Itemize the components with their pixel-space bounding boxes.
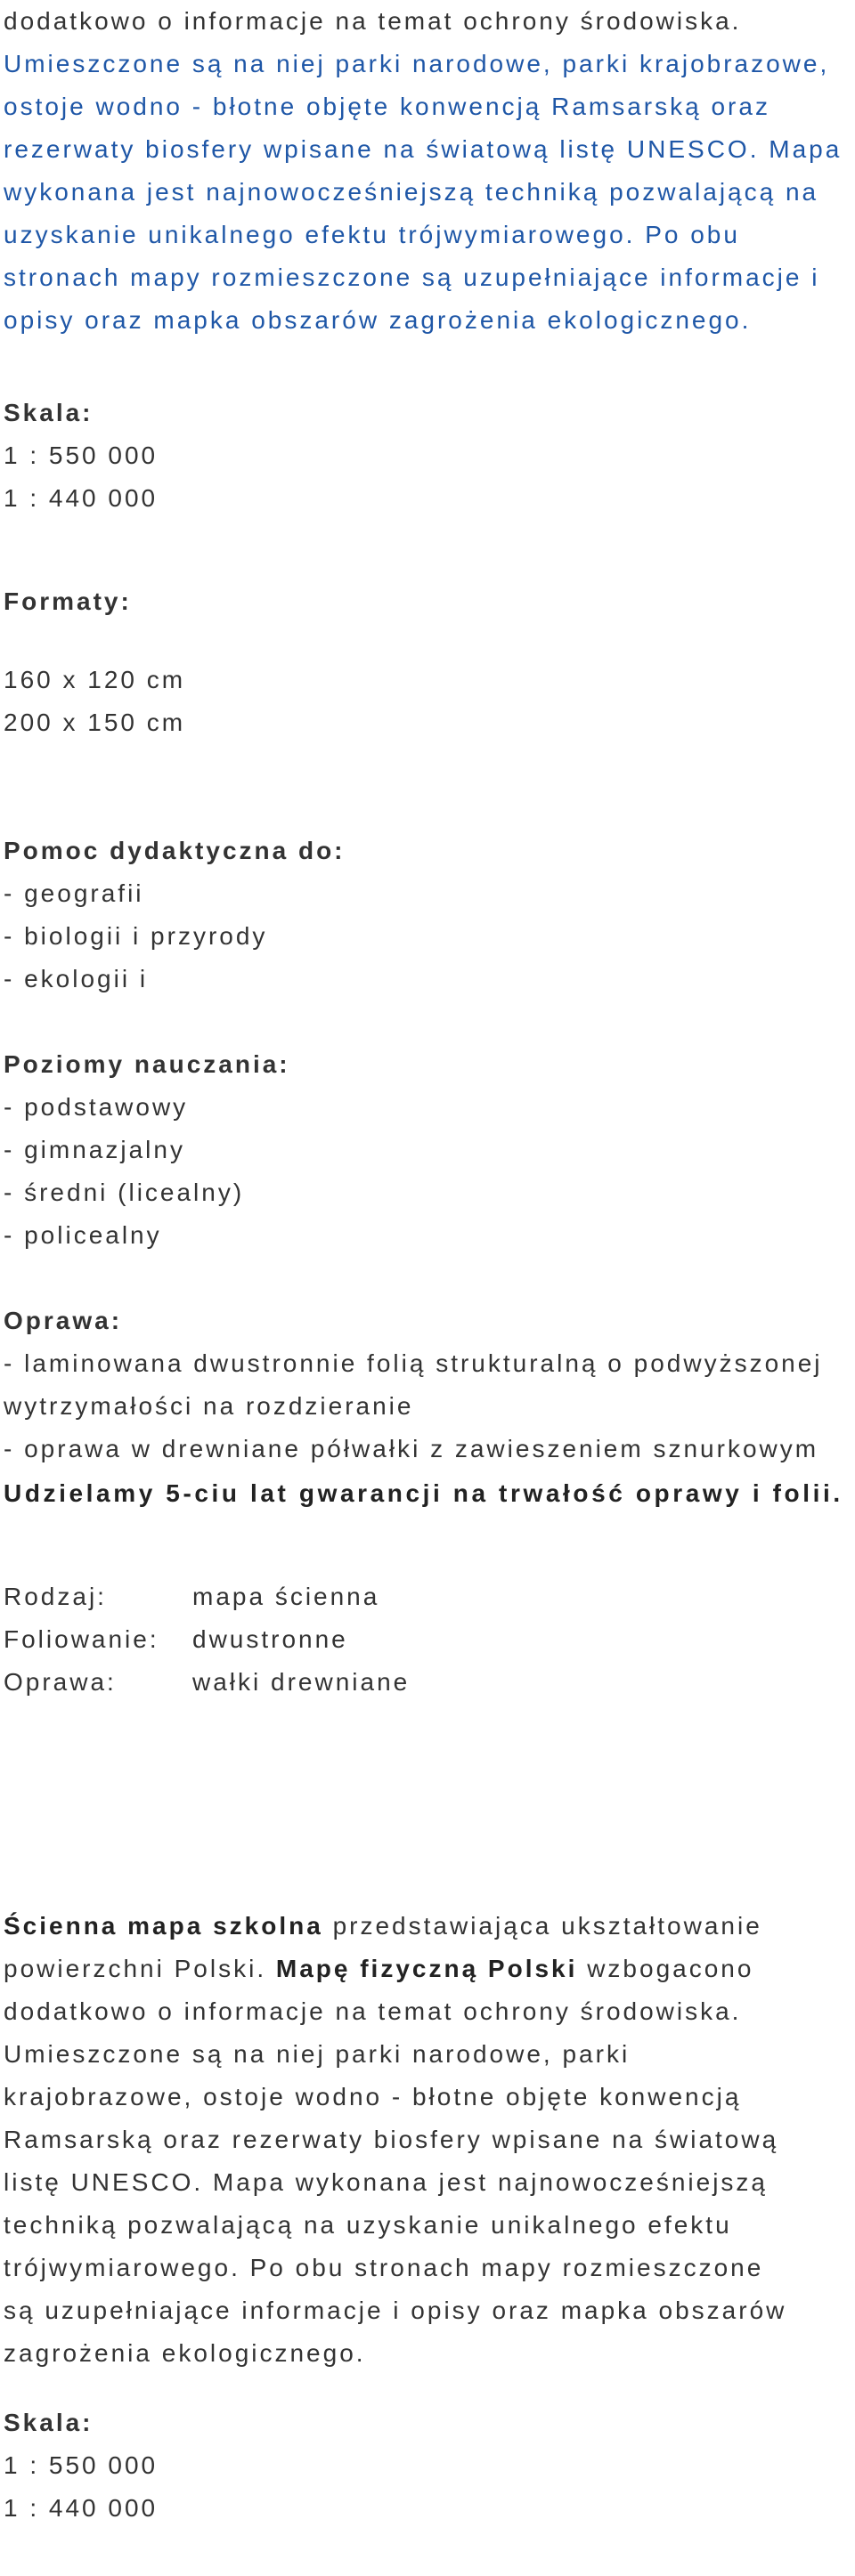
scale-section-2	[4, 2402, 848, 2530]
scale-heading: Skala:	[4, 2409, 94, 2436]
description-bold-phrase: Ścienna mapa szkolna	[4, 1912, 323, 1940]
intro-line: dodatkowo o informacje na temat ochrony środowiska.	[4, 7, 742, 35]
description-line: listę UNESCO. Mapa wykonana jest najnowocześniejszą	[4, 2168, 768, 2196]
guarantee-text: Udzielamy 5-ciu lat gwarancji na trwałość oprawy i folii.	[4, 1479, 843, 1507]
description-paragraph	[4, 1905, 848, 2375]
description-text-part: przedstawiająca ukształtowanie	[322, 1912, 762, 1940]
format-value: 200 x 150 cm	[4, 709, 186, 736]
scale-section	[4, 392, 848, 520]
teaching-aid-section	[4, 830, 848, 1000]
property-value: wałki drewniane	[192, 1668, 411, 1696]
teaching-aid-item: - biologii i przyrody	[4, 922, 268, 950]
scale-value: 1 : 550 000	[4, 2451, 159, 2479]
scale-heading: Skala:	[4, 399, 94, 426]
intro-paragraph	[4, 0, 848, 342]
teaching-aid-heading: Pomoc dydaktyczna do:	[4, 837, 346, 864]
property-row	[4, 1576, 410, 1618]
description-line	[4, 1905, 848, 1948]
binding-heading: Oprawa:	[4, 1307, 123, 1334]
property-row	[4, 1661, 410, 1704]
intro-line: wykonana jest najnowocześniejszą techniką pozwalającą na	[4, 178, 819, 206]
education-levels-heading: Poziomy nauczania:	[4, 1050, 290, 1078]
description-text-part: powierzchni Polski.	[4, 1955, 276, 1982]
description-line	[4, 1948, 848, 1990]
description-line: techniką pozwalającą na uzyskanie unikalnego efektu	[4, 2211, 732, 2239]
education-level-item: - policealny	[4, 1221, 162, 1249]
formats-list	[4, 659, 848, 744]
binding-item: - oprawa w drewniane półwałki z zawieszeniem sznurkowym	[4, 1435, 819, 1462]
description-line: Umieszczone są na niej parki narodowe, parki	[4, 2040, 631, 2068]
teaching-aid-item: - geografii	[4, 879, 144, 907]
intro-line: stronach mapy rozmieszczone są uzupełniające informacje i	[4, 263, 820, 291]
description-line: dodatkowo o informacje na temat ochrony środowiska.	[4, 1997, 742, 2025]
properties-table	[4, 1576, 848, 1704]
intro-text-part: Mapa	[769, 135, 843, 163]
intro-line: Umieszczone są na niej parki narodowe, parki krajobrazowe,	[4, 50, 830, 77]
format-value: 160 x 120 cm	[4, 666, 186, 693]
guarantee-note	[4, 1472, 855, 1515]
education-level-item: - średni (licealny)	[4, 1179, 245, 1206]
property-value: mapa ścienna	[192, 1583, 380, 1610]
description-line: Ramsarską oraz rezerwaty biosfery wpisane na światową	[4, 2126, 779, 2153]
property-key: Foliowanie:	[4, 1625, 159, 1653]
teaching-aid-item: - ekologii i	[4, 965, 149, 992]
intro-text-part: uzyskanie unikalnego efektu trójwymiarowego.	[4, 221, 636, 248]
property-row	[4, 1618, 410, 1661]
intro-line	[4, 128, 848, 171]
formats-heading: Formaty:	[4, 587, 132, 615]
scale-value: 1 : 440 000	[4, 2494, 159, 2522]
intro-text-part: Po obu	[645, 221, 740, 248]
binding-item: wytrzymałości na rozdzieranie	[4, 1392, 414, 1420]
scale-value: 1 : 550 000	[4, 441, 159, 469]
description-line: zagrożenia ekologicznego.	[4, 2339, 366, 2367]
description-line: są uzupełniające informacje i opisy oraz mapka obszarów	[4, 2297, 787, 2324]
intro-text-part: rezerwaty biosfery wpisane na światową listę UNESCO.	[4, 135, 760, 163]
property-key: Oprawa:	[4, 1668, 117, 1696]
property-key: Rodzaj:	[4, 1583, 107, 1610]
education-level-item: - gimnazjalny	[4, 1136, 185, 1163]
intro-line: opisy oraz mapka obszarów zagrożenia ekologicznego.	[4, 306, 752, 334]
description-line: trójwymiarowego. Po obu stronach mapy rozmieszczone	[4, 2254, 764, 2281]
description-text-part: wzbogacono	[577, 1955, 754, 1982]
property-value: dwustronne	[192, 1625, 348, 1653]
binding-section	[4, 1300, 848, 1470]
intro-line	[4, 214, 848, 256]
description-bold-phrase: Mapę fizyczną Polski	[275, 1955, 578, 1982]
formats-section	[4, 580, 848, 623]
intro-line: ostoje wodno - błotne objęte konwencją Ramsarską oraz	[4, 93, 770, 120]
binding-item: - laminowana dwustronnie folią strukturalną o podwyższonej	[4, 1349, 823, 1377]
education-level-item: - podstawowy	[4, 1093, 189, 1121]
properties-grid	[4, 1576, 410, 1704]
education-levels-section	[4, 1043, 848, 1257]
description-line: krajobrazowe, ostoje wodno - błotne objęte konwencją	[4, 2083, 742, 2110]
scale-value: 1 : 440 000	[4, 484, 159, 512]
